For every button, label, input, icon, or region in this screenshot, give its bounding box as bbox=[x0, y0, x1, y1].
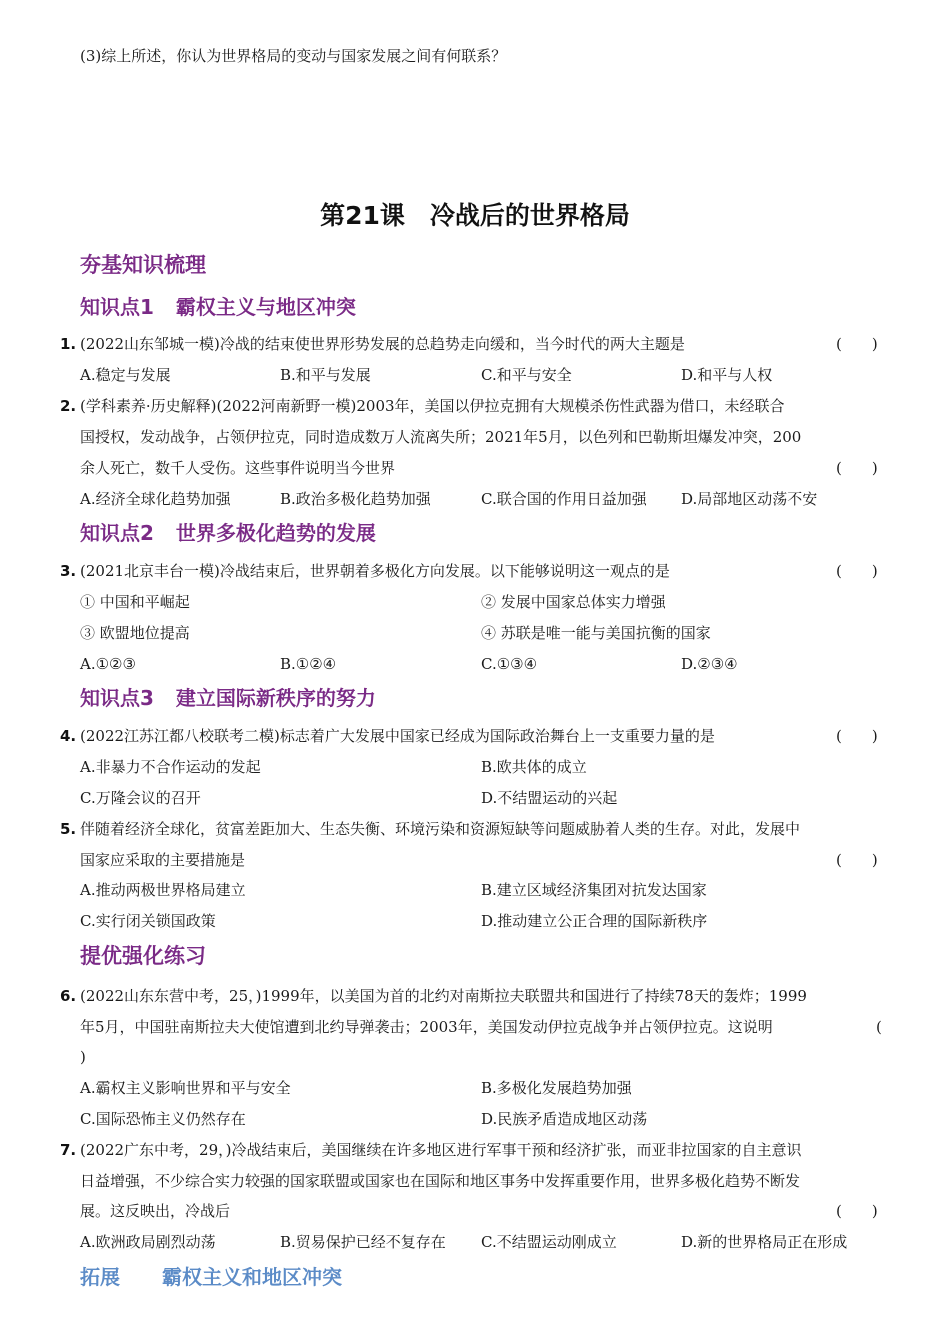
option-d: D.和平与人权 bbox=[681, 366, 773, 384]
option-c: C.国际恐怖主义仍然存在 bbox=[80, 1110, 246, 1128]
question-text: 日益增强，不少综合实力较强的国家联盟或国家也在国际和地区事务中发挥重要作用，世界多极化趋势不断发 bbox=[80, 1172, 801, 1190]
option-c: C.和平与安全 bbox=[481, 366, 572, 384]
question-number: 7. bbox=[60, 1141, 77, 1159]
option-b: B.贸易保护已经不复存在 bbox=[280, 1233, 446, 1251]
statement-3: ③ 欧盟地位提高 bbox=[80, 624, 190, 642]
answer-blank: ( ) bbox=[836, 851, 878, 869]
question-text: 年5月，中国驻南斯拉夫大使馆遭到北约导弹袭击；2003年，美国发动伊拉克战争并占领伊拉克。这说明 bbox=[80, 1018, 773, 1036]
statement-4: ④ 苏联是唯一能与美国抗衡的国家 bbox=[481, 624, 711, 642]
intro-question: (3)综上所述，你认为世界格局的变动与国家发展之间有何联系？ bbox=[80, 47, 507, 65]
question-number: 5. bbox=[60, 820, 77, 838]
option-b: B.建立区域经济集团对抗发达国家 bbox=[481, 881, 707, 899]
option-b: B.多极化发展趋势加强 bbox=[481, 1079, 632, 1097]
option-a: A.经济全球化趋势加强 bbox=[80, 490, 231, 508]
statement-2: ② 发展中国家总体实力增强 bbox=[481, 593, 666, 611]
option-c: C.①③④ bbox=[481, 655, 538, 673]
option-c: C.万隆会议的召开 bbox=[80, 789, 201, 807]
option-b: B.①②④ bbox=[280, 655, 337, 673]
question-text: 余人死亡，数千人受伤。这些事件说明当今世界 bbox=[80, 459, 396, 477]
kp-number: 知识点1 bbox=[80, 295, 154, 319]
question-text: 伴随着经济全球化，贫富差距加大、生态失衡、环境污染和资源短缺等问题威胁着人类的生存。对此，发展中 bbox=[80, 820, 801, 838]
option-d: D.新的世界格局正在形成 bbox=[681, 1233, 848, 1251]
question-text: 国授权，发动战争，占领伊拉克，同时造成数万人流离失所；2021年5月，以色列和巴勒斯坦爆发冲突，200 bbox=[80, 428, 802, 446]
knowledge-point-3 bbox=[80, 683, 376, 713]
extension-title: 霸权主义和地区冲突 bbox=[162, 1265, 342, 1289]
question-text: (2022山东邹城一模)冷战的结束使世界形势发展的总趋势走向缓和，当今时代的两大主题是 bbox=[80, 335, 685, 353]
option-a: A.非暴力不合作运动的发起 bbox=[80, 758, 261, 776]
option-d: D.民族矛盾造成地区动荡 bbox=[481, 1110, 648, 1128]
answer-blank-open: ( bbox=[876, 1018, 882, 1036]
option-b: B.欧共体的成立 bbox=[481, 758, 587, 776]
option-a: A.①②③ bbox=[80, 655, 136, 673]
question-number: 3. bbox=[60, 562, 77, 580]
answer-blank: ( ) bbox=[836, 459, 878, 477]
answer-blank: ( ) bbox=[836, 727, 878, 745]
option-a: A.霸权主义影响世界和平与安全 bbox=[80, 1079, 291, 1097]
option-a: A.稳定与发展 bbox=[80, 366, 171, 384]
option-a: A.推动两极世界格局建立 bbox=[80, 881, 246, 899]
option-d: D.不结盟运动的兴起 bbox=[481, 789, 618, 807]
kp-title: 世界多极化趋势的发展 bbox=[175, 521, 376, 545]
question-text: 展。这反映出，冷战后 bbox=[80, 1202, 231, 1220]
answer-blank: ( ) bbox=[836, 1202, 878, 1220]
kp-title: 建立国际新秩序的努力 bbox=[175, 686, 376, 710]
extension-label: 拓展 bbox=[80, 1265, 120, 1289]
option-b: B.政治多极化趋势加强 bbox=[280, 490, 431, 508]
option-b: B.和平与发展 bbox=[280, 366, 371, 384]
extension-heading bbox=[80, 1262, 342, 1292]
question-text: (2022山东东营中考，25，)1999年，以美国为首的北约对南斯拉夫联盟共和国进行了持续78天的轰炸；1999 bbox=[80, 987, 807, 1005]
answer-blank: ( ) bbox=[836, 335, 878, 353]
question-text: (2022广东中考，29，)冷战结束后，美国继续在许多地区进行军事干预和经济扩张，而亚非拉国家的自主意识 bbox=[80, 1141, 802, 1159]
option-c: C.实行闭关锁国政策 bbox=[80, 912, 216, 930]
question-text: (2022江苏江都八校联考二模)标志着广大发展中国家已经成为国际政治舞台上一支重要力量的是 bbox=[80, 727, 715, 745]
option-c: C.不结盟运动刚成立 bbox=[481, 1233, 617, 1251]
kp-number: 知识点2 bbox=[80, 521, 154, 545]
option-a: A.欧洲政局剧烈动荡 bbox=[80, 1233, 216, 1251]
knowledge-point-1 bbox=[80, 292, 356, 322]
question-text: (2021北京丰台一模)冷战结束后，世界朝着多极化方向发展。以下能够说明这一观点的是 bbox=[80, 562, 670, 580]
option-d: D.②③④ bbox=[681, 655, 738, 673]
question-text: 国家应采取的主要措施是 bbox=[80, 851, 246, 869]
option-d: D.推动建立公正合理的国际新秩序 bbox=[481, 912, 708, 930]
lesson-title: 第21课 冷战后的世界格局 bbox=[320, 201, 630, 230]
option-d: D.局部地区动荡不安 bbox=[681, 490, 818, 508]
statement-1: ① 中国和平崛起 bbox=[80, 593, 190, 611]
knowledge-point-2 bbox=[80, 518, 376, 548]
question-number: 1. bbox=[60, 335, 77, 353]
question-number: 4. bbox=[60, 727, 77, 745]
question-number: 2. bbox=[60, 397, 77, 415]
answer-blank-close: ) bbox=[80, 1048, 86, 1066]
section-advanced: 提优强化练习 bbox=[80, 944, 206, 968]
option-c: C.联合国的作用日益加强 bbox=[481, 490, 647, 508]
kp-number: 知识点3 bbox=[80, 686, 154, 710]
kp-title: 霸权主义与地区冲突 bbox=[175, 295, 356, 319]
section-basic: 夯基知识梳理 bbox=[80, 253, 206, 277]
question-text: (学科素养·历史解释)(2022河南新野一模)2003年，美国以伊拉克拥有大规模杀伤性武器为借口，未经联合 bbox=[80, 397, 785, 415]
answer-blank: ( ) bbox=[836, 562, 878, 580]
question-number: 6. bbox=[60, 987, 77, 1005]
